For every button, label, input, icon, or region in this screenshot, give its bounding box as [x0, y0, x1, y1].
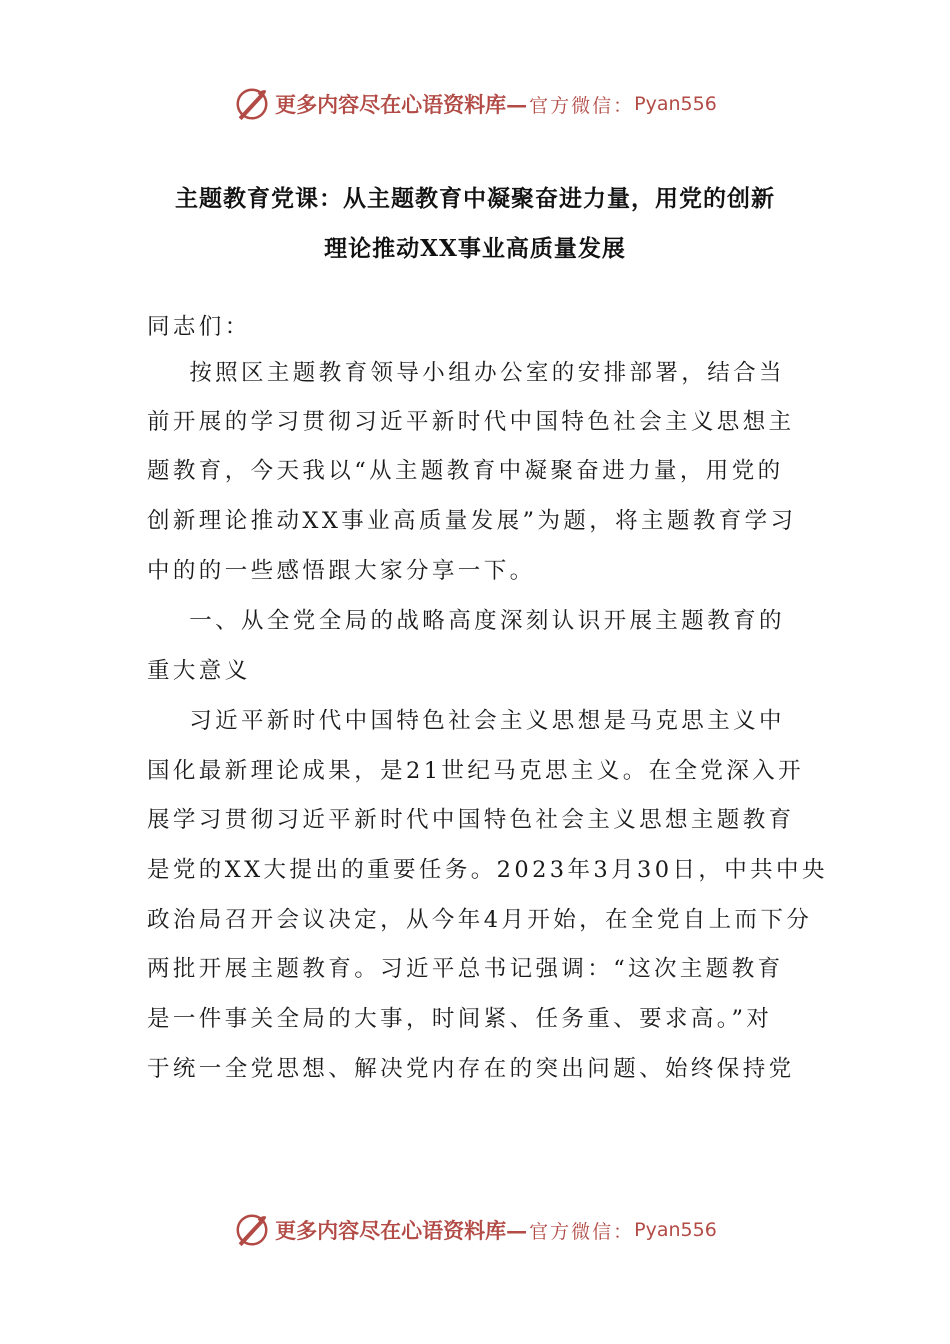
body-line: 创新理论推动XX事业高质量发展”为题，将主题教育学习	[147, 508, 797, 534]
document-title-line-1: 主题教育党课：从主题教育中凝聚奋进力量，用党的创新	[175, 185, 775, 212]
body-line: 习近平新时代中国特色社会主义思想是马克思主义中	[147, 708, 785, 734]
body-line: 前开展的学习贯彻习近平新时代中国特色社会主义思想主	[147, 409, 795, 435]
footer-watermark-banner	[0, 1208, 950, 1252]
banner-text: 更多内容尽在心语资料库—	[275, 1218, 528, 1243]
body-line: 是党的XX大提出的重要任务。2023年3月30日，中共中央	[147, 857, 828, 883]
body-line: 题教育，今天我以“从主题教育中凝聚奋进力量，用党的	[147, 458, 784, 484]
banner-wechat-label: 官方微信：	[529, 94, 635, 117]
body-line: 同志们：	[147, 314, 251, 340]
banner-wechat-id: Pyan556	[634, 1219, 717, 1241]
body-line: 政治局召开会议决定，从今年4月开始，在全党自上而下分	[147, 907, 813, 933]
body-line: 国化最新理论成果，是21世纪马克思主义。在全党深入开	[147, 758, 805, 784]
banner-text: 更多内容尽在心语资料库—	[275, 92, 528, 117]
pen-logo-icon	[233, 85, 271, 123]
pen-logo-icon	[233, 1211, 271, 1249]
body-line: 中的的一些感悟跟大家分享一下。	[147, 558, 536, 584]
body-line: 按照区主题教育领导小组办公室的安排部署，结合当	[147, 360, 785, 386]
header-watermark-banner	[0, 82, 950, 126]
document-title-line-2: 理论推动XX事业高质量发展	[324, 235, 626, 262]
body-line: 是一件事关全局的大事，时间紧、任务重、要求高。”对	[147, 1006, 773, 1032]
body-line: 两批开展主题教育。习近平总书记强调：“这次主题教育	[147, 956, 784, 982]
body-line: 展学习贯彻习近平新时代中国特色社会主义思想主题教育	[147, 807, 795, 833]
section-heading-line: 重大意义	[147, 658, 251, 684]
banner-wechat-id: Pyan556	[634, 93, 717, 115]
banner-wechat-label: 官方微信：	[529, 1220, 635, 1243]
section-heading-line: 一、从全党全局的战略高度深刻认识开展主题教育的	[147, 608, 785, 634]
body-line: 于统一全党思想、解决党内存在的突出问题、始终保持党	[147, 1056, 795, 1082]
